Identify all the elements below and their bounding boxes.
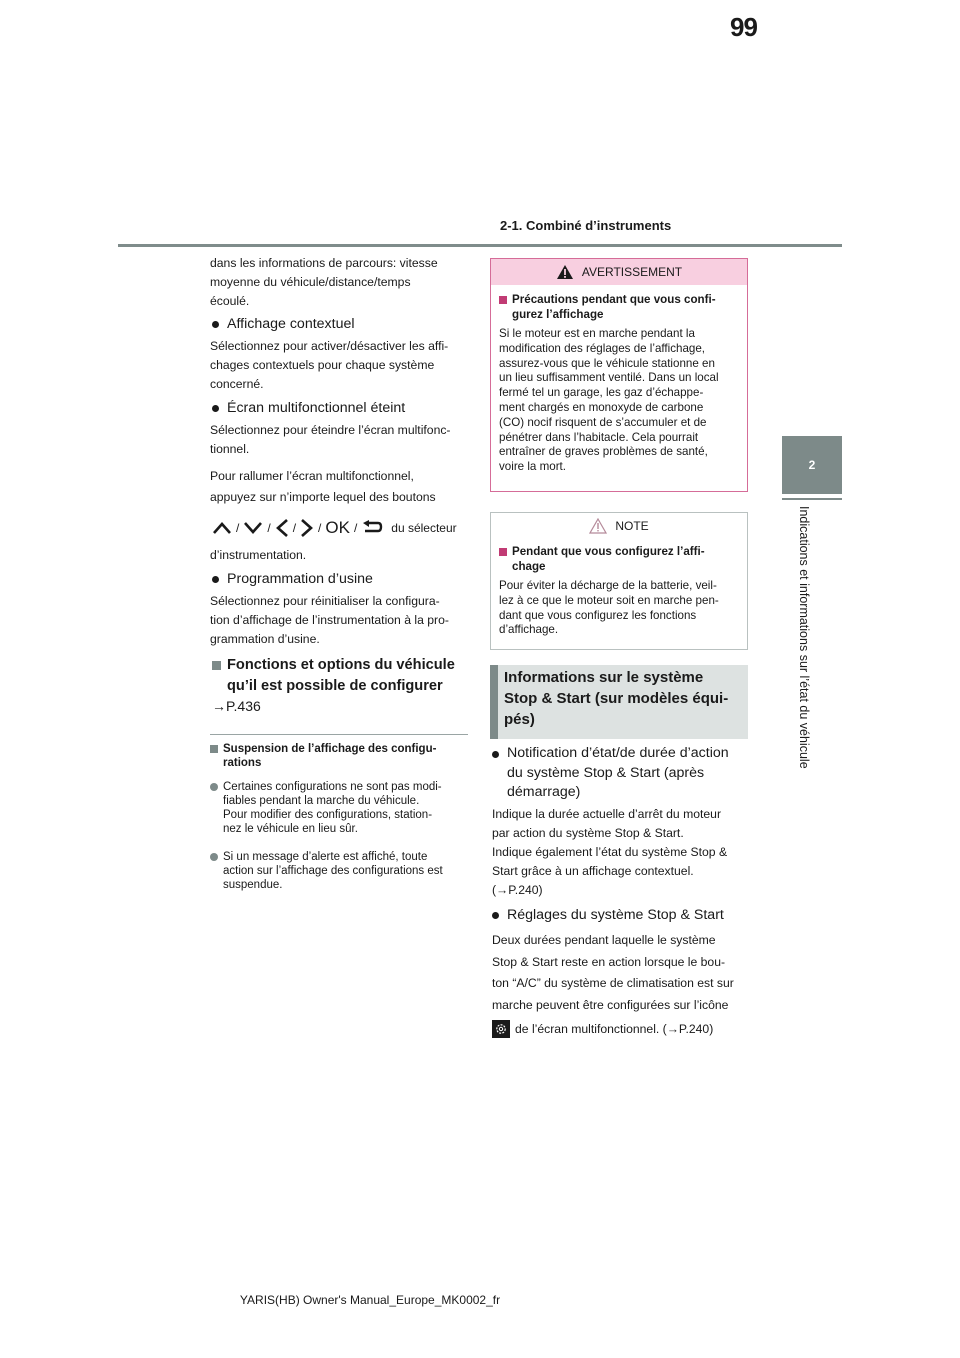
settings-last-line [492, 1020, 754, 1038]
body-line: (→P.240) [492, 883, 543, 897]
body-line: tion d’affichage de l’instrumentation à la pro- [210, 613, 449, 627]
body-line: ment chargés en monoxyde de carbone [499, 400, 704, 414]
suspension-heading [210, 742, 472, 770]
bullet-icon [212, 321, 219, 328]
title-line: chage [512, 559, 546, 573]
item-line: Si un message d’alerte est affiché, toute [223, 851, 428, 863]
bullet-icon [212, 576, 219, 583]
body-line: de l’écran multifonctionnel. (→P.240) [515, 1022, 714, 1036]
contextual-body [210, 337, 472, 394]
heading-bar [490, 665, 498, 739]
stop-start-section-heading [490, 665, 748, 739]
vehicle-functions-ref[interactable]: →P.436 [212, 698, 261, 714]
notification-body [492, 805, 754, 900]
intro-line: moyenne du véhicule/distance/temps [210, 275, 411, 289]
separator: / [236, 521, 240, 535]
intro-line: dans les informations de parcours: vitesse [210, 256, 438, 270]
relight-body [210, 467, 472, 507]
heading-line: rations [223, 757, 262, 769]
settings-body [492, 930, 754, 1016]
body-line: un lieu suffisamment ventilé. Dans un local [499, 371, 719, 385]
item-line: Pour modifier des configurations, station- [223, 809, 433, 821]
note-body [491, 539, 747, 638]
factory-title [212, 569, 474, 589]
body-line: tionnel. [210, 442, 250, 456]
note-text [499, 579, 739, 638]
body-line: ton “A/C” du système de climatisation est sur [492, 976, 734, 990]
chevron-down-icon [243, 521, 263, 535]
body-line: modification des réglages de l’affichage, [499, 341, 706, 355]
vehicle-functions-heading-text [227, 655, 455, 697]
separator: / [353, 521, 358, 535]
item-line: suspendue. [223, 879, 283, 891]
suspension-item [210, 850, 472, 892]
warning-box [490, 258, 748, 492]
body-line: fermé tel un garage, les gaz d’échappe- [499, 386, 704, 400]
suspension-item-text [223, 780, 442, 836]
item-line: nez le véhicule en lieu sûr. [223, 823, 358, 835]
separator: / [267, 521, 271, 535]
intro-line: écoulé. [210, 294, 250, 308]
note-label: NOTE [615, 519, 649, 533]
body-line: d’instrumentation. [210, 548, 307, 562]
divider [210, 734, 468, 735]
suspension-heading-text [223, 742, 436, 770]
selector-text: du sélecteur [391, 521, 457, 535]
body-line: voire la mort. [499, 460, 567, 474]
body-line: par action du système Stop & Start. [492, 826, 684, 840]
body-line: (CO) nocif risquent de s’accumuler et de [499, 415, 707, 429]
footer [0, 1293, 960, 1307]
footer-text: YARIS(HB) Owner's Manual_Europe_MK0002_fr [239, 1293, 501, 1307]
item-line: Certaines configurations ne sont pas modi- [223, 781, 442, 793]
screen-off-title [212, 398, 474, 418]
bullet-icon [212, 405, 219, 412]
warning-body [491, 285, 747, 475]
header-rule [118, 244, 842, 247]
warning-title-text [512, 293, 716, 322]
body-line: d’affichage. [499, 623, 559, 637]
factory-title-text: Programmation d’usine [227, 571, 373, 587]
settings-title [492, 905, 754, 925]
square-bullet-icon [499, 548, 507, 556]
circle-bullet-icon [210, 783, 218, 791]
body-line: Indique la durée actuelle d’arrêt du moteur [492, 807, 721, 821]
side-tab-number: 2 [782, 436, 842, 494]
screen-off-title-text: Écran multifonctionnel éteint [227, 400, 406, 416]
circle-bullet-icon [210, 853, 218, 861]
heading-line: qu’il est possible de configurer [227, 678, 443, 694]
heading-line: Fonctions et options du véhicule [227, 657, 455, 673]
chevron-right-icon [300, 518, 314, 538]
settings-title-text: Réglages du système Stop & Start [507, 907, 724, 923]
body-line: lez à ce que le moteur soit en marche pen- [499, 593, 719, 607]
body-line: marche peuvent être configurées sur l’icône [492, 997, 729, 1012]
heading-line: pés) [504, 711, 535, 728]
square-bullet-icon [499, 296, 507, 304]
title-line: gurez l’affichage [512, 307, 604, 321]
side-tab-rule [782, 498, 842, 500]
square-bullet-icon [210, 745, 218, 753]
section-label: 2-1. Combiné d’instruments [500, 218, 672, 233]
page-number: 99 [730, 12, 757, 42]
factory-body [210, 592, 472, 649]
bullet-icon [492, 751, 499, 758]
heading-line: Informations sur le système [504, 669, 704, 686]
warning-text [499, 327, 739, 475]
body-line: dant que vous configurez les fonctions [499, 608, 697, 622]
body-line: pénétrer dans l’habitacle. Cela pourrait [499, 430, 699, 444]
instrumentation-text [210, 546, 472, 565]
body-line: entraîner de graves problèmes de santé, [499, 445, 708, 459]
contextual-title [212, 314, 474, 334]
square-bullet-icon [212, 661, 221, 670]
stop-start-heading-text [504, 667, 744, 730]
title-line: Pendant que vous configurez l’affi- [512, 545, 705, 558]
gear-icon [492, 1020, 510, 1038]
selector-buttons-row [212, 516, 474, 540]
body-line: appuyez sur n’importe lequel des boutons [210, 490, 436, 504]
body-line: concerné. [210, 377, 264, 391]
screen-off-body [210, 421, 472, 459]
intro-paragraph [210, 254, 472, 311]
title-line: Précautions pendant que vous confi- [512, 293, 716, 306]
body-line: Start grâce à un affichage contextuel. [492, 864, 694, 878]
body-line: Stop & Start reste en action lorsque le bou- [492, 954, 726, 969]
body-line: assurez-vous que le véhicule stationne en [499, 356, 715, 370]
suspension-item-text [223, 850, 443, 892]
side-tab-title: Indications et informations sur l’état du véhicule [797, 506, 811, 769]
chevron-up-icon [212, 521, 232, 535]
body-line: Indique également l’état du système Stop & [492, 845, 728, 859]
body-line: Sélectionnez pour éteindre l’écran multifonc- [210, 423, 451, 437]
item-line: action sur l’affichage des configurations est [223, 865, 443, 877]
body-line: Sélectionnez pour réinitialiser la configura- [210, 594, 440, 608]
separator: / [292, 521, 297, 535]
warning-header [491, 259, 747, 285]
title-line: démarrage) [507, 784, 581, 800]
body-line: Sélectionnez pour activer/désactiver les affi- [210, 339, 449, 353]
notification-title-text [507, 744, 729, 803]
warning-icon [556, 264, 574, 280]
heading-line: Suspension de l’affichage des configu- [223, 743, 437, 755]
note-box [490, 512, 748, 650]
caution-icon [589, 518, 607, 534]
chevron-left-icon [275, 518, 289, 538]
body-line: chages contextuels pour chaque système [210, 358, 435, 372]
separator: / [318, 521, 322, 535]
body-line: Si le moteur est en marche pendant la [499, 327, 695, 340]
warning-label: AVERTISSEMENT [581, 265, 683, 279]
body-line: Pour rallumer l’écran multifonctionnel, [210, 469, 414, 483]
note-title-text [512, 545, 705, 574]
note-title [499, 545, 739, 574]
title-line: Notification d’état/de durée d’action [507, 745, 729, 761]
suspension-item [210, 780, 472, 836]
vehicle-functions-heading [212, 655, 474, 697]
notification-title [492, 744, 754, 803]
ok-label: OK [325, 518, 350, 537]
back-arrow-icon [361, 520, 383, 536]
heading-line: Stop & Start (sur modèles équi- [504, 690, 729, 707]
body-line: grammation d’usine. [210, 632, 320, 646]
note-header [491, 513, 747, 539]
item-line: fiables pendant la marche du véhicule. [223, 795, 420, 807]
contextual-title-text: Affichage contextuel [227, 316, 355, 332]
body-line: Deux durées pendant laquelle le système [492, 933, 716, 947]
warning-title [499, 293, 739, 322]
body-line: Pour éviter la décharge de la batterie, veil- [499, 579, 717, 592]
title-line: du système Stop & Start (après [507, 764, 705, 781]
bullet-icon [492, 912, 499, 919]
